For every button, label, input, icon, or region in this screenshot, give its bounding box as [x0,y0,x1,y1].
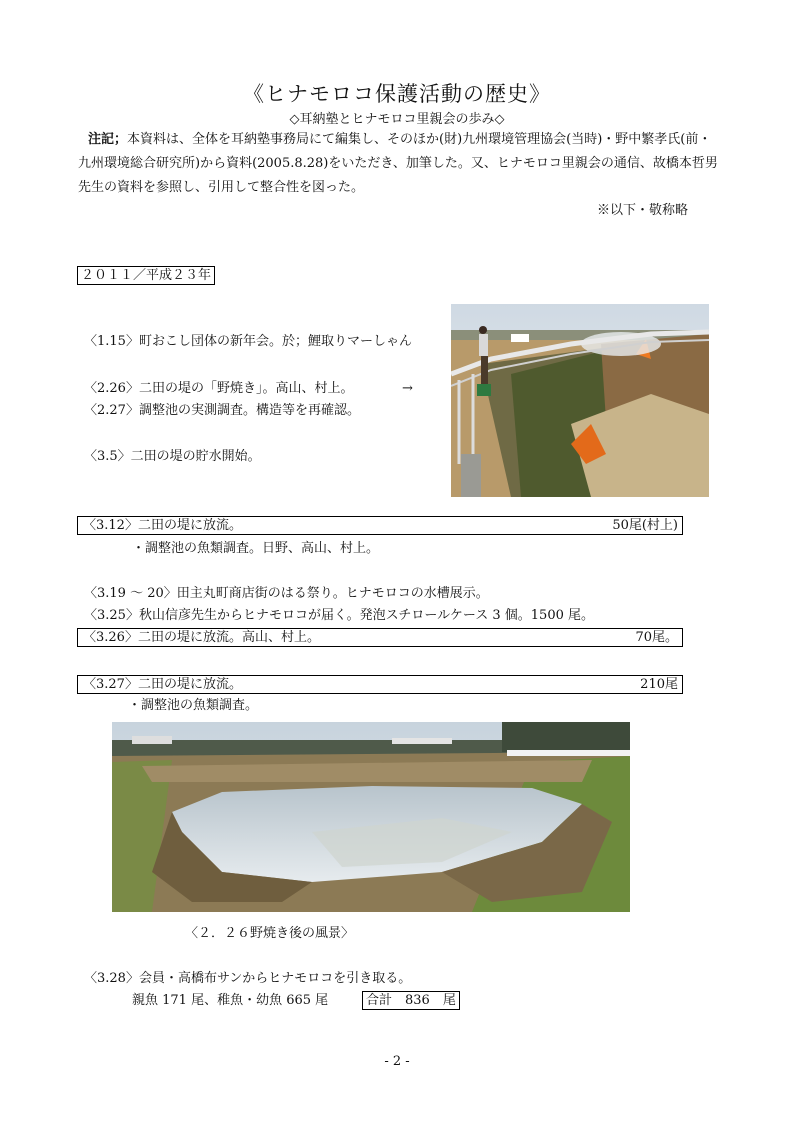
year-heading: ２０１１／平成２３年 [77,266,215,285]
entry-3-27-count: 210尾 [640,677,678,692]
photo-caption: 〈２．２６野焼き後の風景〉 [185,926,355,941]
entry-3-26-box [77,628,683,647]
entry-3-27-box [77,675,683,694]
entry-2-26: 〈2.26〉二田の堤の「野焼き」。高山、村上。 [84,381,354,396]
note-label: 注記； [88,132,128,147]
entry-3-27: 〈3.27〉二田の堤に放流。 [83,677,242,692]
photo-field-burning [451,304,709,497]
entry-3-28: 〈3.28〉会員・高橋布サンからヒナモロコを引き取る。 [84,971,412,986]
entry-3-12: 〈3.12〉二田の堤に放流。 [83,518,242,533]
entry-3-19: 〈3.19 ～ 20〉田主丸町商店街のはる祭り。ヒナモロコの水槽展示。 [84,586,489,601]
entry-3-12-box [77,516,683,535]
entry-3-26: 〈3.26〉二田の堤に放流。高山、村上。 [83,630,320,645]
entry-2-27: 〈2.27〉調整池の実測調査。構造等を再確認。 [84,403,360,418]
photo-pond-landscape [112,722,630,912]
entry-1-15: 〈1.15〉町おこし団体の新年会。於；鯉取りマーしゃん [84,334,412,349]
note-paragraph [78,128,718,200]
arrow-icon: → [402,381,413,396]
note-text: 本資料は、全体を耳納塾事務局にて編集し、そのほか(財)九州環境管理協会(当時)・野中繁孝氏(前・九州環境総合研究所)から資料(2005.8.28)をいただき、加筆した。又、ヒナモロコ里親会の通信、故橋本哲男先生の資料を参照し、引用して整合性を図った。 [78,132,718,195]
field-burning-illustration [451,304,709,497]
entry-3-26-count: 70尾。 [635,630,678,645]
total-box: 合計 836 尾 [362,991,460,1010]
entry-3-28-sub: 親魚 171 尾、稚魚・幼魚 665 尾 [132,993,329,1008]
page-title: 《ヒナモロコ保護活動の歴史》 [243,82,551,106]
entry-3-5: 〈3.5〉二田の堤の貯水開始。 [84,449,261,464]
page-number: - 2 - [384,1054,410,1069]
page-subtitle: ◇耳納塾とヒナモロコ里親会の歩み◇ [289,112,505,127]
entry-3-12-count: 50尾(村上) [612,518,678,533]
honorific-note: ※以下・敬称略 [596,203,688,218]
entry-3-25: 〈3.25〉秋山信彦先生からヒナモロコが届く。発泡スチロールケース 3 個。1500 尾。 [84,608,595,623]
pond-illustration [112,722,630,912]
entry-3-27-sub: ・調整池の魚類調査。 [128,698,259,713]
entry-3-12-sub: ・調整池の魚類調査。日野、高山、村上。 [132,541,380,556]
